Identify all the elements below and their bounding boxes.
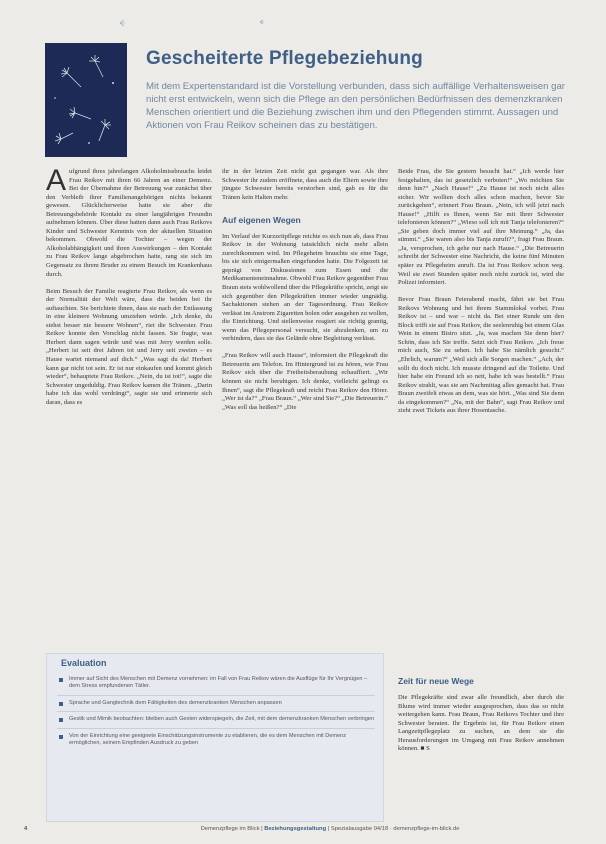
bullet-icon <box>59 678 63 682</box>
paragraph-text: ufgrund ihres jahrelangen Alkoholmissbrauchs leidet Frau Reikov mit ihren 66 Jahren an einer Demenz. Bei der Übernahme der Betreuung war zunächst über den Verbleib ihrer Familienangehörigen nichts bekannt gewesen. Glücklicherweise hatte sie aber die Betreuungsbehörde Kontakt zu einer langjährigen Freundin aufnehmen können. Über diese hatten dann auch Frau Reikovs Kinder und Schwester Kenntnis von der aktuellen Situation bekommen. Obwohl die Tochter – wegen der Alkoholabhängigkeit und ihren Auswirkungen – den Kontakt zu Frau Reikov lange abgebrochen hatte, rang sie sich im Gegensatz zu ihrem Bruder zu einem Besuch im Krankenhaus durch. <box>46 168 212 278</box>
subheading: Zeit für neue Wege <box>398 676 474 686</box>
footer-publication: Demenzpflege im Blick <box>200 826 260 832</box>
evaluation-list <box>57 676 375 755</box>
paragraph: Beide Frau, die Sie gestern besucht hat.“ „Ich werde hier festgehalten, das ist gesetzlich verboten!“ „Wo möchten Sie denn hin?“ „Nach Hause!“ „Zu Hause ist noch nicht alles sicher. Wir wollten doch alles schon machen, bevor Sie zurückgehen“, erinnert Frau Braun. „Nein, ich will jetzt nach Hause!“ „Hilft es Ihnen, wenn Sie mit Ihrer Schwester telefonieren können?“ „Wieso soll ich mit Tanja telefonieren?“ „Sie geben doch immer viel auf ihre Meinung.“ „Ja, das stimmt.“ „Sie waren also bis Tanja zuruft?“, fragt Frau Braun. „Ja, versprochen, ich gehe nur nach Hause.“ „Die Betreuerin schreibt der Schwester eine Nachricht, die keine fünf Minuten später zu Pflegeheim anruft. Da ist Frau Reikov schon weg. Weil sie zwei Stunden später noch nicht zurück ist, wird die Polizei informiert. <box>398 168 564 287</box>
page-footer <box>0 826 606 838</box>
evaluation-title: Evaluation <box>61 658 107 668</box>
paragraph: Die Pflegekräfte sind zwar alle freundlich, aber durch die Blume wird immer wieder ausgesprochen, dass das so nicht weitergehen kann. Frau Braun, Frau Reikovs Tochter und ihre Schwester beraten. Ihr Ergebnis ist, für Frau Reikov einen Langzeitpflegeplatz zu suchen, an dem sie die Herausforderungen im Umgang mit Frau Reikov annehmen können. ■ S <box>398 694 564 753</box>
paragraph: Bevor Frau Braun Feierabend macht, fährt sie bei Frau Reikovs Wohnung und bei ihrem Stammlokal vorbei. Frau Reikov ist – und war – nicht da. Bei einer Runde um den Block trifft sie auf Frau Reikov, die seelenruhig bei einem Glas Wein in einem Bistro sitzt. „Ja, was machen Sie denn hier? Schön, dass ich Sie treffe. Setzt sich Frau Reikov. „Ich freue mich auch, Sie zu sehen. Ich habe Sie nämlich gesucht.“ „Ehrlich, warum?“ „Weil sich alle Sorgen machen.“ „Ach, der sollt du doch nicht. Ich musste dringend auf die Toilette. Und hier habe ein Freund ich so nett, habe ich was bestellt.“ Frau Reikov strahlt, was sie am Nachmittag alles gemacht hat. Frau Braun zweifelt etwas an dem, was sie hört. „Was sind Sie denn da eingekommen?“ „Na, mit der Bahn“, sagt Frau Reikov und zieht zwei Tickets aus ihrer Hosentasche. <box>398 296 564 415</box>
paragraph: Beim Besuch der Familie reagierte Frau Reikov, als wenn es der Normalität der Welt wäre, dass die beiden bei ihr auftauchten. Sie berichtete ihnen, dass sie nach der Entlassung in eine kleinere Wohnung umziehen würde. „Ich denke, du siehst besser nie bessere Wohnen“, riet die Schwester. Frau Reikov konnte den Vorschlag nicht fassen. Sie fragte, was Herbert dann sagen würde und was mit Jerry werden solle. „Herbert ist seit drei Jahren tot und Jerry seit zweien – es Hause wartet niemand auf dich.“ „Was sagt du da! Herbert kann gar nicht tot sein. Er ist nur einkaufen und kommt gleich wieder“, behauptete Frau Reikov. „Nein, du ist tot!“, sagte die Schwester ungeduldig. Frau Reikov kamen die Tränen. „Darin habe ich das wohl verdrängt“, sagte sie und erinnerte sich daran, dass es <box>46 287 212 406</box>
page-number: 4 <box>24 826 28 832</box>
bullet-icon <box>59 702 63 706</box>
paragraph: ihr in der letzten Zeit nicht gut gegangen war. Als ihre Schwester ihr zudem eröffnete, dass auch die Eltern sowie ihre jüngste Schwester bereits verstorben sind, gab es für die Tränen kein Halten mehr. <box>222 168 388 201</box>
subheading: Auf eigenen Wegen <box>222 215 301 226</box>
footer-section: Beziehungsgestaltung <box>264 826 327 832</box>
evaluation-box <box>46 653 384 822</box>
list-item-text: Sprache und Gangtechnik dem Fähigkeiten des demenzkranken Menschen anpassen <box>69 699 282 706</box>
list-item <box>57 733 375 752</box>
list-item-text: Von der Einrichtung eine geeignete Einschätzungsinstrumente zu etablieren, die es dem Menschen mit Demenz ermöglichen, seinem Empfinden Ausdruck zu geben <box>69 732 347 747</box>
list-item-text: Immer auf Sicht des Menschen mit Demenz vornehmen: im Fall von Frau Reikov wären die Ausflüge für Ihr Vergnügen – dem Stress empfundenen Tätler. <box>69 676 368 690</box>
list-item <box>57 676 375 696</box>
list-item-text: Gestik und Mimik beobachten: bleiben auch Gesten widerspiegeln, die Zeit, mit dem demenzkranken Menschen verbringen <box>69 716 375 723</box>
column-3 <box>398 168 564 424</box>
footer-issue: Spezialausgabe 04/18 · demenzpflege-im-blick.de <box>330 826 460 832</box>
paragraph <box>46 164 212 279</box>
list-item <box>57 716 375 728</box>
column-1 <box>46 164 212 416</box>
article-lead: Mit dem Expertenstandard ist die Vorstellung verbunden, dass sich auffällige Verhaltensweisen gar nicht erst entwickeln, wenn sich die Pflege an den persönlichen Bedürfnissen des demenzkranken Menschen orientiert und die Beziehung zwischen ihm und den Pflegenden stimmt. Aussagen und Aktionen von Frau Reikov scheinen das zu bestätigen. <box>146 81 565 131</box>
dandelion-seeds-decoration <box>100 18 500 28</box>
list-item <box>57 700 375 712</box>
paragraph: „Frau Reikov will auch Hause“, informiert die Pflegekraft die Betreuerin am Telefon. Im Hintergrund ist zu hören, wie Frau Reikov sich über die Freiheitsberaubung echauffiert. „Wir können sie nicht beruhigen. Ich denke, vielleicht gelingt es Ihnen“, sagt die Pflegekraft und reicht Frau Reikov den Hörer. „Wer ist da?“ „Frau Braun.“ „Wer sind Sie?“ „Die Betreuerin.“ „Was soll das heißen?“ „Die <box>222 352 388 411</box>
drop-cap: A <box>46 164 67 197</box>
column-2 <box>222 168 388 421</box>
footer-line: Demenzpflege im Blick | Beziehungsgestaltung | Spezialausgabe 04/18 · demenzpflege-im-blick.de <box>200 826 460 832</box>
bullet-icon <box>59 735 63 739</box>
article-title: Gescheiterte Pflegebeziehung <box>146 48 423 69</box>
paragraph: Im Verlauf der Kurzzeitpflege reichte es sich nun ab, dass Frau Reikov in der Wohnung tatsächlich nicht mehr allein zurechtkommen wird. Im Pflegeheim brauchte sie eine Tage, bis sie sich einigermaßen eingefunden hatte. Die Folgezeit ist geprägt von Diskussionen zum Essen und die Medikamenteneinnahme. Obwohl Frau Reikov gegenüber Frau Braun stets wohlwollend über die Pflegekräfte spricht, zeigt sie sich gegenüber den Pflegekräften immer wieder ungnädig. Sachaktionen stehen an der Tagesordnung. Frau Reikov verlässt im Anstrom Zigaretten holen oder ausgehen zu wollen, die Einrichtung. Und stellenweise reagiert sie richtig grantig, wenn das Pflegepersonal versucht, sie abzulenken, um zu verhindern, dass sie das Gelände ohne Begleitung verlässt. <box>222 232 388 343</box>
dandelion-image <box>45 43 127 157</box>
dandelion-seeds-icon <box>45 43 127 157</box>
bullet-icon <box>59 718 63 722</box>
